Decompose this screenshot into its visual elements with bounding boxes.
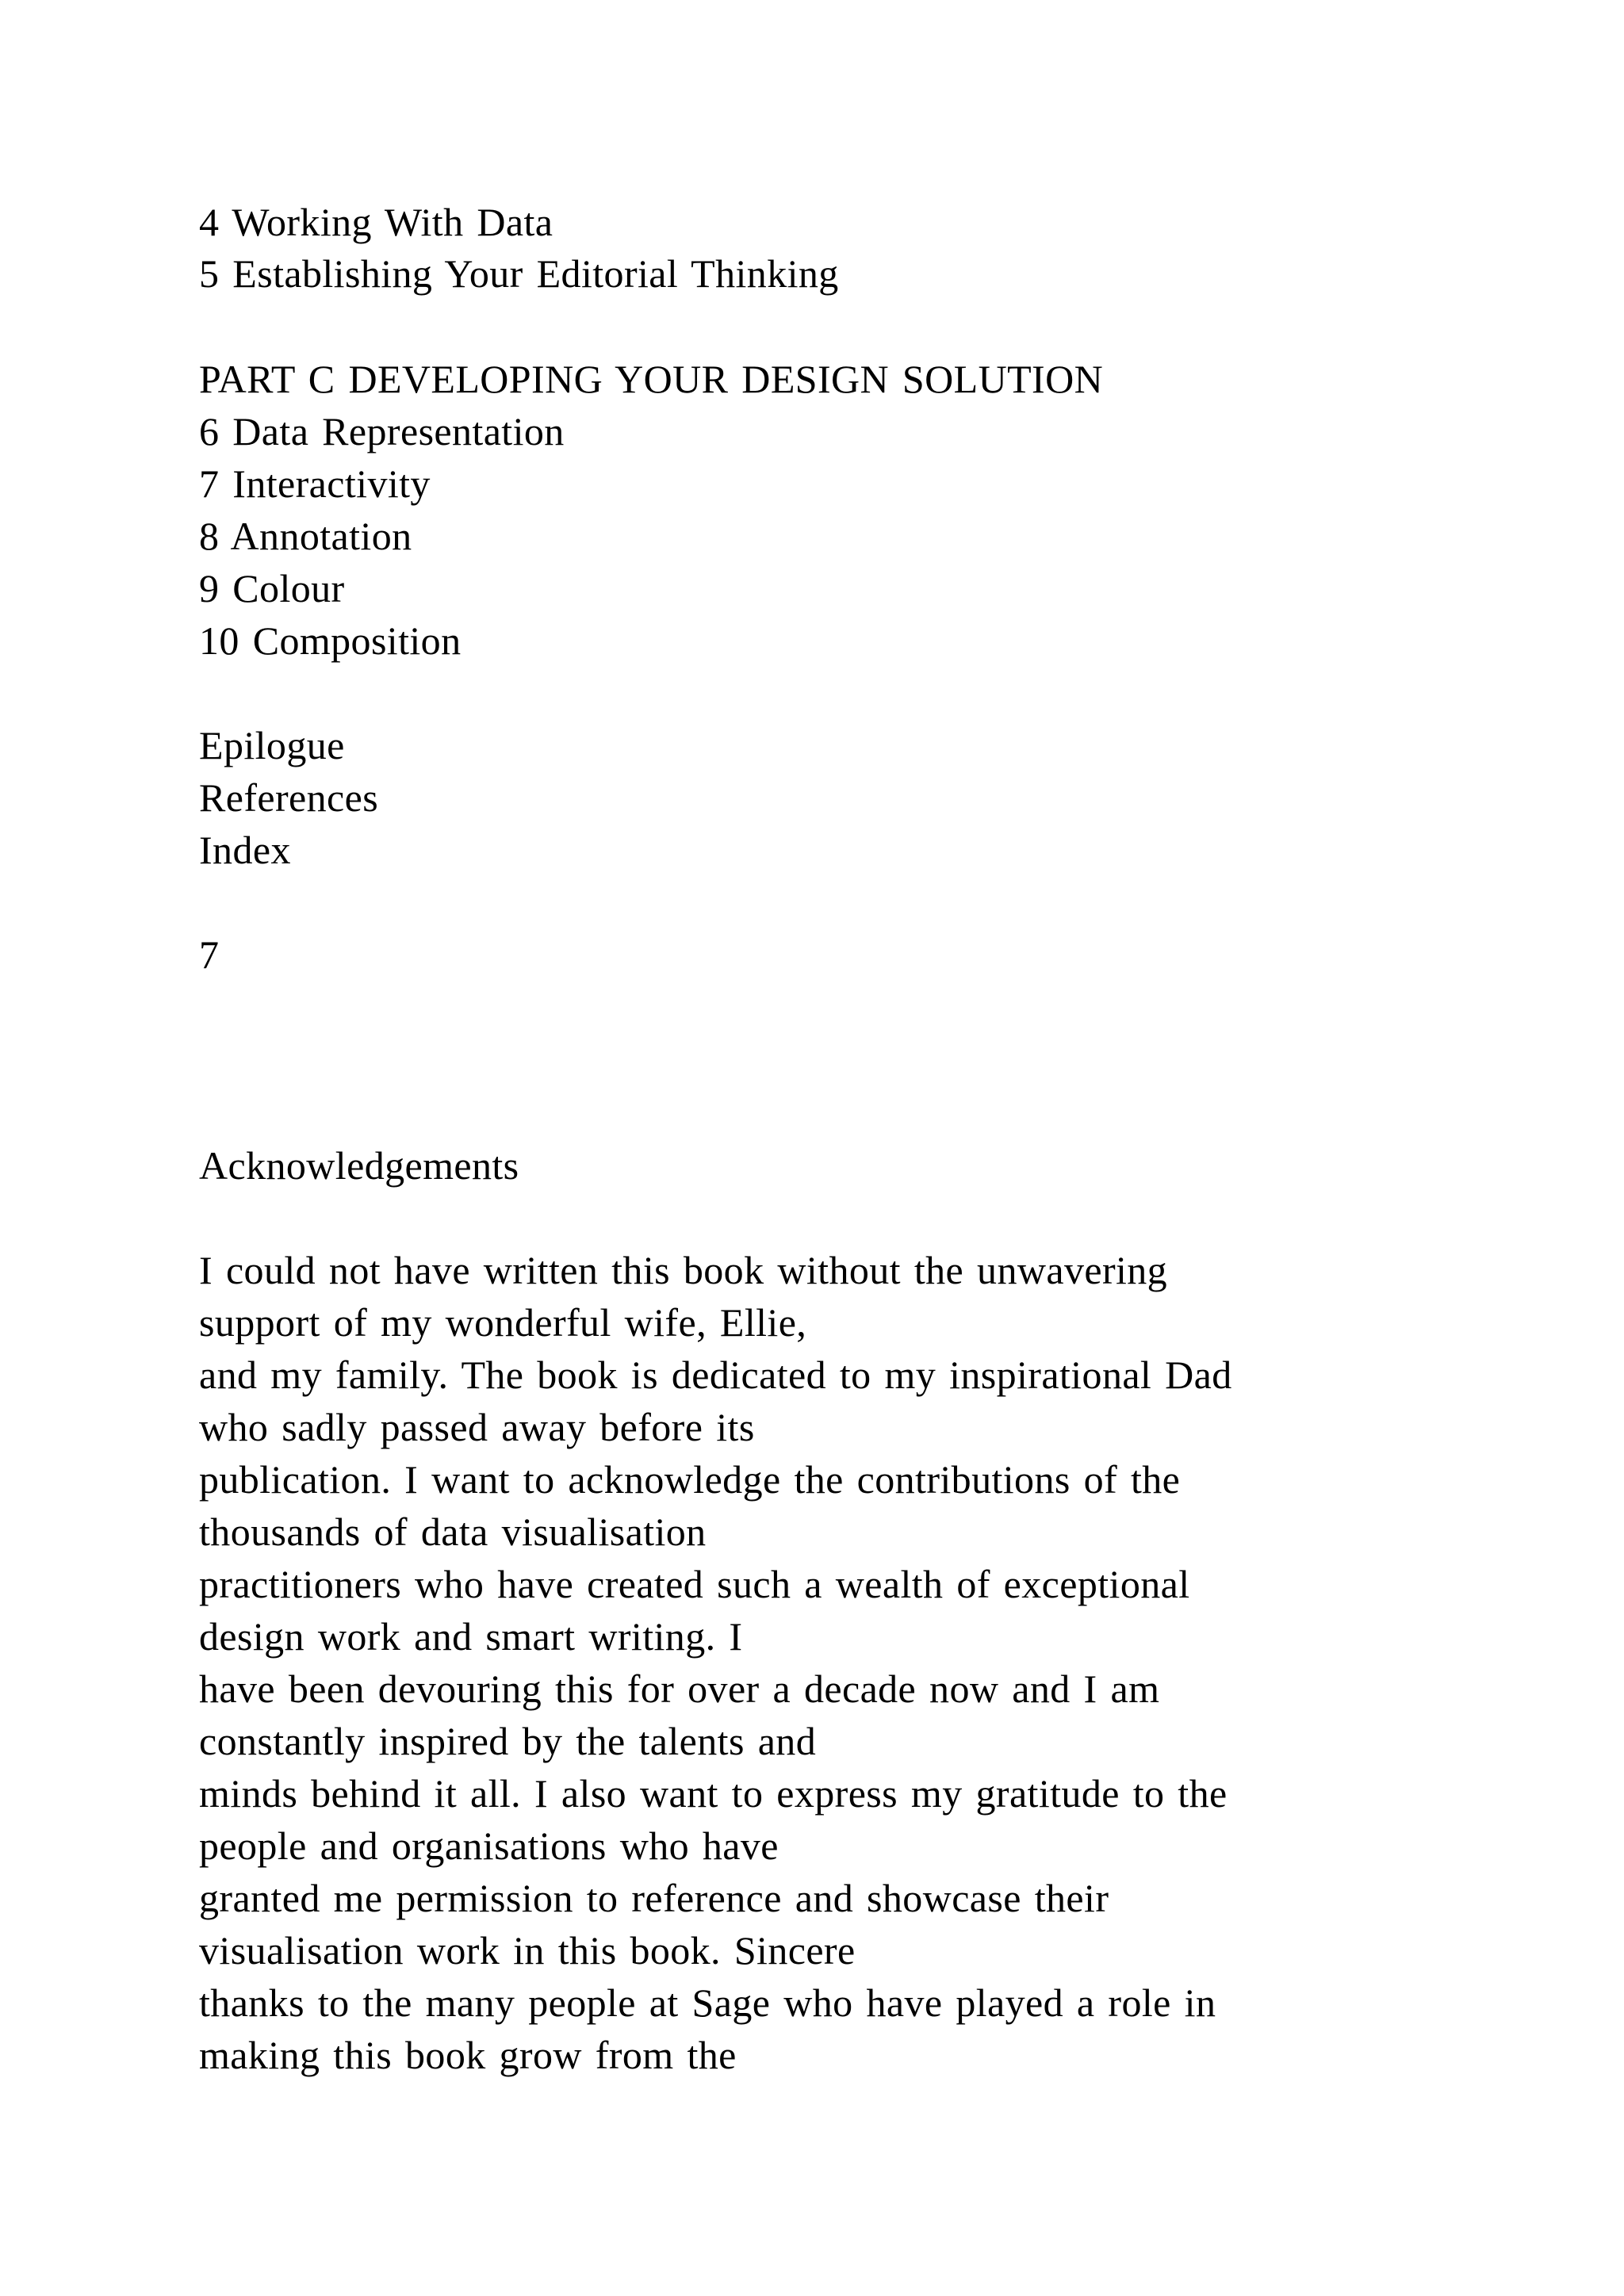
toc-entry-chapter-8: 8 Annotation [199,514,412,558]
paragraph-line: and my family. The book is dedicated to my inspirational Dad [199,1353,1232,1397]
toc-entry-epilogue: Epilogue [199,723,345,767]
toc-entry-chapter-5: 5 Establishing Your Editorial Thinking [199,251,839,296]
toc-entry-chapter-9: 9 Colour [199,566,345,610]
paragraph-line: who sadly passed away before its [199,1405,755,1449]
toc-entry-chapter-6: 6 Data Representation [199,409,565,453]
paragraph-line: minds behind it all. I also want to express my gratitude to the [199,1771,1228,1816]
toc-entry-index: Index [199,828,291,872]
page-number: 7 [199,932,220,977]
toc-entry-chapter-4: 4 Working With Data [199,200,553,244]
paragraph-line: I could not have written this book without the unwavering [199,1248,1168,1292]
toc-part-heading: PART C DEVELOPING YOUR DESIGN SOLUTION [199,357,1104,401]
paragraph-line: practitioners who have created such a wealth of exceptional [199,1562,1190,1606]
paragraph-line: making this book grow from the [199,2033,737,2077]
paragraph-line: people and organisations who have [199,1823,779,1868]
paragraph-line: thanks to the many people at Sage who have played a role in [199,1980,1216,2025]
toc-entry-chapter-10: 10 Composition [199,618,462,663]
section-heading: Acknowledgements [199,1143,519,1188]
paragraph-line: have been devouring this for over a decade now and I am [199,1667,1160,1711]
paragraph-line: visualisation work in this book. Sincere [199,1928,856,1973]
paragraph-line: design work and smart writing. I [199,1614,743,1659]
toc-entry-chapter-7: 7 Interactivity [199,461,431,506]
paragraph-line: granted me permission to reference and showcase their [199,1876,1109,1920]
paragraph-line: constantly inspired by the talents and [199,1719,817,1763]
paragraph-line: thousands of data visualisation [199,1510,707,1554]
paragraph-line: publication. I want to acknowledge the contributions of the [199,1457,1181,1502]
toc-entry-references: References [199,775,379,820]
paragraph-line: support of my wonderful wife, Ellie, [199,1300,807,1345]
